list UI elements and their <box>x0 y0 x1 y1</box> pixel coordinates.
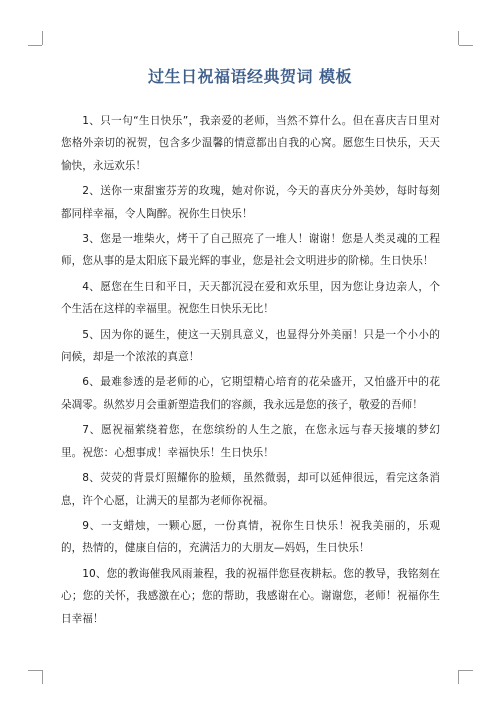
crop-mark-top-right-h <box>459 45 473 46</box>
paragraph-8: 8、荧荧的背景灯照耀你的脸颊，虽然微弱，却可以延伸很远，看完这条消息，许个心愿，让满天的星都为老师你祝福。 <box>61 472 440 507</box>
crop-mark-bottom-left-h <box>28 670 42 671</box>
paragraph-2: 2、送你一束甜蜜芬芳的玫瑰，她对你说，今天的喜庆分外美妙，每时每刻都同样幸福，令人陶醉。祝你生日快乐！ <box>61 185 440 220</box>
crop-mark-bottom-left-v <box>42 670 43 684</box>
paragraph-3: 3、您是一堆柴火，烤干了自己照亮了一堆人！谢谢！您是人类灵魂的工程师，您从事的是太阳底下最光辉的事业，您是社会文明进步的阶梯。生日快乐！ <box>61 233 440 268</box>
crop-mark-top-left-v <box>42 31 43 45</box>
document-body <box>61 110 440 633</box>
paragraph-6: 6、最难参透的是老师的心，它期望精心培育的花朵盛开，又怕盛开中的花朵凋零。纵然岁月会重新塑造我们的容颜，我永远是您的孩子，敬爱的吾师！ <box>61 376 440 411</box>
crop-mark-top-right-v <box>458 31 459 45</box>
document-title: 过生日祝福语经典贺词 模板 <box>147 67 353 86</box>
paragraph-10: 10、您的教诲催我风雨兼程，我的祝福伴您昼夜耕耘。您的教导，我铭刻在心；您的关怀，我感激在心；您的帮助，我感谢在心。谢谢您，老师！祝福你生日幸福！ <box>61 567 440 625</box>
crop-mark-top-left-h <box>28 45 42 46</box>
crop-mark-bottom-right-h <box>459 670 473 671</box>
paragraph-4: 4、愿您在生日和平日，天天都沉浸在爱和欢乐里，因为您让身边亲人，个个生活在这样的幸福里。祝您生日快乐无比！ <box>61 280 440 316</box>
paragraph-5: 5、因为你的诞生，使这一天别具意义，也显得分外美丽！只是一个小小的问候，却是一个浓浓的真意！ <box>61 328 440 364</box>
paragraph-1: 1、只一句“生日快乐”，我亲爱的老师，当然不算什么。但在喜庆吉日里对您格外亲切的祝贺，包含多少温馨的情意都出自我的心窝。愿您生日快乐，天天愉快，永远欢乐！ <box>61 115 440 172</box>
crop-mark-bottom-right-v <box>458 670 459 684</box>
paragraph-9: 9、一支蜡烛，一颗心愿，一份真情，祝你生日快乐！祝我美丽的，乐观的，热情的，健康自信的，充满活力的大朋友—妈妈，生日快乐！ <box>61 519 440 555</box>
paragraph-7: 7、愿祝福萦绕着您，在您缤纷的人生之旅，在您永远与春天接壤的梦幻里。祝您：心想事成！幸福快乐！生日快乐！ <box>61 424 440 459</box>
